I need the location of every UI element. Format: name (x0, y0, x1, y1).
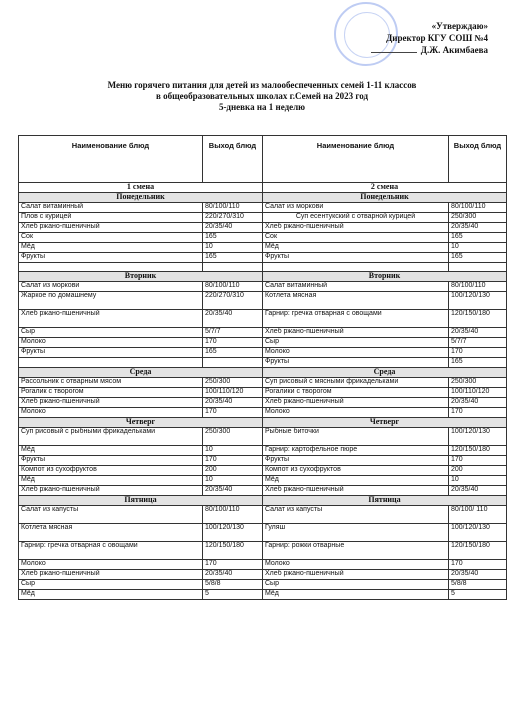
table-row (19, 466, 507, 476)
table-row (19, 398, 507, 408)
table-row (19, 446, 507, 456)
table-row (19, 570, 507, 580)
dish-cell-shift-2: Сок (263, 233, 449, 243)
dish-cell-shift-1: Хлеб ржано-пшеничный (19, 310, 203, 328)
table-row (19, 203, 507, 213)
dish-cell-shift-1: Сыр (19, 328, 203, 338)
dish-cell-shift-2: Мёд (263, 243, 449, 253)
header-dish-2: Наименование блюд (263, 136, 449, 183)
yield-cell-shift-1: 200 (203, 466, 263, 476)
day-label: Вторник (19, 272, 263, 282)
dish-cell-shift-2: Мёд (263, 590, 449, 600)
spacer-row (19, 263, 507, 272)
dish-cell-shift-1: Жаркое по домашнему (19, 292, 203, 310)
dish-cell-shift-1: Компот из сухофруктов (19, 466, 203, 476)
yield-cell-shift-2: 20/35/40 (449, 486, 507, 496)
yield-cell-shift-1: 20/35/40 (203, 223, 263, 233)
dish-cell-shift-2: Салат из моркови (263, 203, 449, 213)
dish-cell-shift-2: Гарнир: картофельное пюре (263, 446, 449, 456)
table-row (19, 358, 507, 368)
dish-cell-shift-2: Рыбные биточки (263, 428, 449, 446)
table-row (19, 506, 507, 524)
dish-cell-shift-1: Салат витаминный (19, 203, 203, 213)
approval-signatory (371, 44, 488, 56)
yield-cell-shift-1: 10 (203, 243, 263, 253)
day-row-wednesday (19, 368, 507, 378)
dish-cell-shift-2: Хлеб ржано-пшеничный (263, 223, 449, 233)
shift-row (19, 183, 507, 193)
dish-cell-shift-1: Хлеб ржано-пшеничный (19, 223, 203, 233)
table-row (19, 590, 507, 600)
yield-cell-shift-2: 250/300 (449, 213, 507, 223)
dish-cell-shift-2: Рогалики с творогом (263, 388, 449, 398)
dish-cell-shift-1: Суп рисовый с рыбными фрикадельками (19, 428, 203, 446)
yield-cell-shift-1: 100/120/130 (203, 524, 263, 542)
yield-cell-shift-1: 80/100/110 (203, 203, 263, 213)
table-row (19, 456, 507, 466)
day-label: Четверг (263, 418, 507, 428)
yield-cell-shift-2: 100/120/130 (449, 292, 507, 310)
table-row (19, 233, 507, 243)
dish-cell-shift-2: Молоко (263, 560, 449, 570)
dish-cell-shift-1: Хлеб ржано-пшеничный (19, 570, 203, 580)
yield-cell-shift-1 (203, 358, 263, 368)
yield-cell-shift-1: 220/270/310 (203, 292, 263, 310)
menu-table-body (19, 136, 507, 600)
yield-cell-shift-2: 165 (449, 253, 507, 263)
yield-cell-shift-2: 165 (449, 358, 507, 368)
yield-cell-shift-2: 20/35/40 (449, 328, 507, 338)
yield-cell-shift-2: 5/8/8 (449, 580, 507, 590)
dish-cell-shift-2: Сыр (263, 338, 449, 348)
dish-cell-shift-2: Хлеб ржано-пшеничный (263, 398, 449, 408)
yield-cell-shift-1: 120/150/180 (203, 542, 263, 560)
approval-block (371, 20, 488, 56)
dish-cell-shift-2: Гуляш (263, 524, 449, 542)
dish-cell-shift-2: Фрукты (263, 253, 449, 263)
yield-cell-shift-2: 100/120/130 (449, 428, 507, 446)
yield-cell-shift-1: 80/100/110 (203, 506, 263, 524)
yield-cell-shift-2: 120/150/180 (449, 446, 507, 456)
day-row-monday (19, 193, 507, 203)
dish-cell-shift-1: Гарнир: гречка отварная с овощами (19, 542, 203, 560)
yield-cell-shift-2: 80/100/110 (449, 282, 507, 292)
title-line-2: в общеобразовательных школах г.Семей на 2023 год (155, 91, 369, 101)
yield-cell-shift-2: 5 (449, 590, 507, 600)
dish-cell-shift-1: Рассольник с отварным мясом (19, 378, 203, 388)
table-row (19, 388, 507, 398)
dish-cell-shift-1: Мёд (19, 590, 203, 600)
header-dish-1: Наименование блюд (19, 136, 203, 183)
yield-cell-shift-2: 200 (449, 466, 507, 476)
dish-cell-shift-2: Фрукты (263, 358, 449, 368)
day-label: Среда (19, 368, 263, 378)
table-row (19, 282, 507, 292)
dish-cell-shift-1: Котлета мясная (19, 524, 203, 542)
yield-cell-shift-1: 220/270/310 (203, 213, 263, 223)
shift-2-label: 2 смена (263, 183, 507, 193)
yield-cell-shift-1: 5 (203, 590, 263, 600)
yield-cell-shift-1: 170 (203, 338, 263, 348)
table-row (19, 223, 507, 233)
table-row (19, 524, 507, 542)
title-line-1: Меню горячего питания для детей из малообеспеченных семей 1-11 классов (107, 80, 417, 90)
yield-cell-shift-1: 165 (203, 233, 263, 243)
yield-cell-shift-1: 170 (203, 560, 263, 570)
document-title (0, 80, 524, 113)
yield-cell-shift-2: 10 (449, 476, 507, 486)
day-label: Вторник (263, 272, 507, 282)
day-label: Понедельник (263, 193, 507, 203)
day-label: Четверг (19, 418, 263, 428)
yield-cell-shift-1: 250/300 (203, 428, 263, 446)
dish-cell-shift-1: Сыр (19, 580, 203, 590)
yield-cell-shift-1: 20/35/40 (203, 398, 263, 408)
day-row-tuesday (19, 272, 507, 282)
yield-cell-shift-1: 10 (203, 446, 263, 456)
day-label: Пятница (263, 496, 507, 506)
header-row (19, 136, 507, 183)
yield-cell-shift-1: 165 (203, 253, 263, 263)
dish-cell-shift-2: Сыр (263, 580, 449, 590)
dish-cell-shift-1: Салат из капусты (19, 506, 203, 524)
table-row (19, 408, 507, 418)
empty-cell (203, 263, 263, 272)
approval-name: Д.Ж. Акимбаева (420, 45, 488, 55)
yield-cell-shift-2: 100/110/120 (449, 388, 507, 398)
dish-cell-shift-1: Молоко (19, 560, 203, 570)
yield-cell-shift-2: 20/35/40 (449, 570, 507, 580)
shift-1-label: 1 смена (19, 183, 263, 193)
dish-cell-shift-1: Мёд (19, 476, 203, 486)
yield-cell-shift-1: 250/300 (203, 378, 263, 388)
dish-cell-shift-1: Хлеб ржано-пшеничный (19, 398, 203, 408)
yield-cell-shift-1: 170 (203, 408, 263, 418)
yield-cell-shift-2: 5/7/7 (449, 338, 507, 348)
yield-cell-shift-2: 80/100/ 110 (449, 506, 507, 524)
menu-table (18, 135, 507, 600)
table-row (19, 486, 507, 496)
table-row (19, 348, 507, 358)
dish-cell-shift-1: Сок (19, 233, 203, 243)
dish-cell-shift-1: Молоко (19, 408, 203, 418)
yield-cell-shift-2: 20/35/40 (449, 398, 507, 408)
table-row (19, 378, 507, 388)
day-row-friday (19, 496, 507, 506)
yield-cell-shift-2: 10 (449, 243, 507, 253)
dish-cell-shift-2: Мёд (263, 476, 449, 486)
header-yield-1: Выход блюд (203, 136, 263, 183)
table-row (19, 338, 507, 348)
yield-cell-shift-2: 170 (449, 348, 507, 358)
yield-cell-shift-1: 20/35/40 (203, 570, 263, 580)
yield-cell-shift-2: 170 (449, 456, 507, 466)
dish-cell-shift-1: Мёд (19, 243, 203, 253)
yield-cell-shift-1: 5/8/8 (203, 580, 263, 590)
dish-cell-shift-1: Молоко (19, 338, 203, 348)
day-row-thursday (19, 418, 507, 428)
title-line-3: 5-дневка на 1 неделю (218, 102, 306, 112)
table-row (19, 292, 507, 310)
dish-cell-shift-2: Молоко (263, 408, 449, 418)
yield-cell-shift-1: 5/7/7 (203, 328, 263, 338)
dish-cell-shift-1: Мёд (19, 446, 203, 456)
yield-cell-shift-2: 80/100/110 (449, 203, 507, 213)
table-row (19, 560, 507, 570)
dish-cell-shift-2: Салат из капусты (263, 506, 449, 524)
yield-cell-shift-2: 20/35/40 (449, 223, 507, 233)
yield-cell-shift-2: 120/150/180 (449, 542, 507, 560)
approval-title: «Утверждаю» (431, 21, 488, 31)
dish-cell-shift-2: Салат витаминный (263, 282, 449, 292)
empty-cell (19, 263, 203, 272)
dish-cell-shift-2: Котлета мясная (263, 292, 449, 310)
dish-cell-shift-2: Хлеб ржано-пшеничный (263, 570, 449, 580)
yield-cell-shift-1: 80/100/110 (203, 282, 263, 292)
dish-cell-shift-1: Фрукты (19, 253, 203, 263)
yield-cell-shift-2: 170 (449, 560, 507, 570)
table-row (19, 243, 507, 253)
dish-cell-shift-2: Гарнир: рожки отварные (263, 542, 449, 560)
yield-cell-shift-2: 250/300 (449, 378, 507, 388)
yield-cell-shift-1: 20/35/40 (203, 310, 263, 328)
table-row (19, 580, 507, 590)
yield-cell-shift-2: 100/120/130 (449, 524, 507, 542)
yield-cell-shift-2: 165 (449, 233, 507, 243)
yield-cell-shift-1: 100/110/120 (203, 388, 263, 398)
dish-cell-shift-2: Гарнир: гречка отварная с овощами (263, 310, 449, 328)
day-label: Понедельник (19, 193, 263, 203)
dish-cell-shift-1: Фрукты (19, 456, 203, 466)
table-row (19, 428, 507, 446)
dish-cell-shift-2: Фрукты (263, 456, 449, 466)
yield-cell-shift-1: 10 (203, 476, 263, 486)
dish-cell-shift-1: Плов с курицей (19, 213, 203, 223)
yield-cell-shift-1: 165 (203, 348, 263, 358)
dish-cell-shift-2: Хлеб ржано-пшеничный (263, 486, 449, 496)
table-row (19, 310, 507, 328)
signature-line (371, 52, 417, 53)
table-row (19, 253, 507, 263)
dish-cell-shift-2: Компот из сухофруктов (263, 466, 449, 476)
dish-cell-shift-2: Молоко (263, 348, 449, 358)
empty-cell (449, 263, 507, 272)
yield-cell-shift-1: 20/35/40 (203, 486, 263, 496)
yield-cell-shift-2: 120/150/180 (449, 310, 507, 328)
day-label: Среда (263, 368, 507, 378)
table-row (19, 328, 507, 338)
day-label: Пятница (19, 496, 263, 506)
dish-cell-shift-1: Салат из моркови (19, 282, 203, 292)
table-row (19, 542, 507, 560)
dish-cell-shift-1: Фрукты (19, 348, 203, 358)
header-yield-2: Выход блюд (449, 136, 507, 183)
approval-position: Директор КГУ СОШ №4 (386, 33, 488, 43)
dish-cell-shift-2: Хлеб ржано-пшеничный (263, 328, 449, 338)
dish-cell-shift-2: Суп есентукский с отварной курицей (263, 213, 449, 223)
empty-cell (263, 263, 449, 272)
dish-cell-shift-1: Рогалик с творогом (19, 388, 203, 398)
yield-cell-shift-1: 170 (203, 456, 263, 466)
dish-cell-shift-1: Хлеб ржано-пшеничный (19, 486, 203, 496)
table-row (19, 476, 507, 486)
dish-cell-shift-1 (19, 358, 203, 368)
table-row (19, 213, 507, 223)
yield-cell-shift-2: 170 (449, 408, 507, 418)
dish-cell-shift-2: Суп рисовый с мясными фрикадельками (263, 378, 449, 388)
